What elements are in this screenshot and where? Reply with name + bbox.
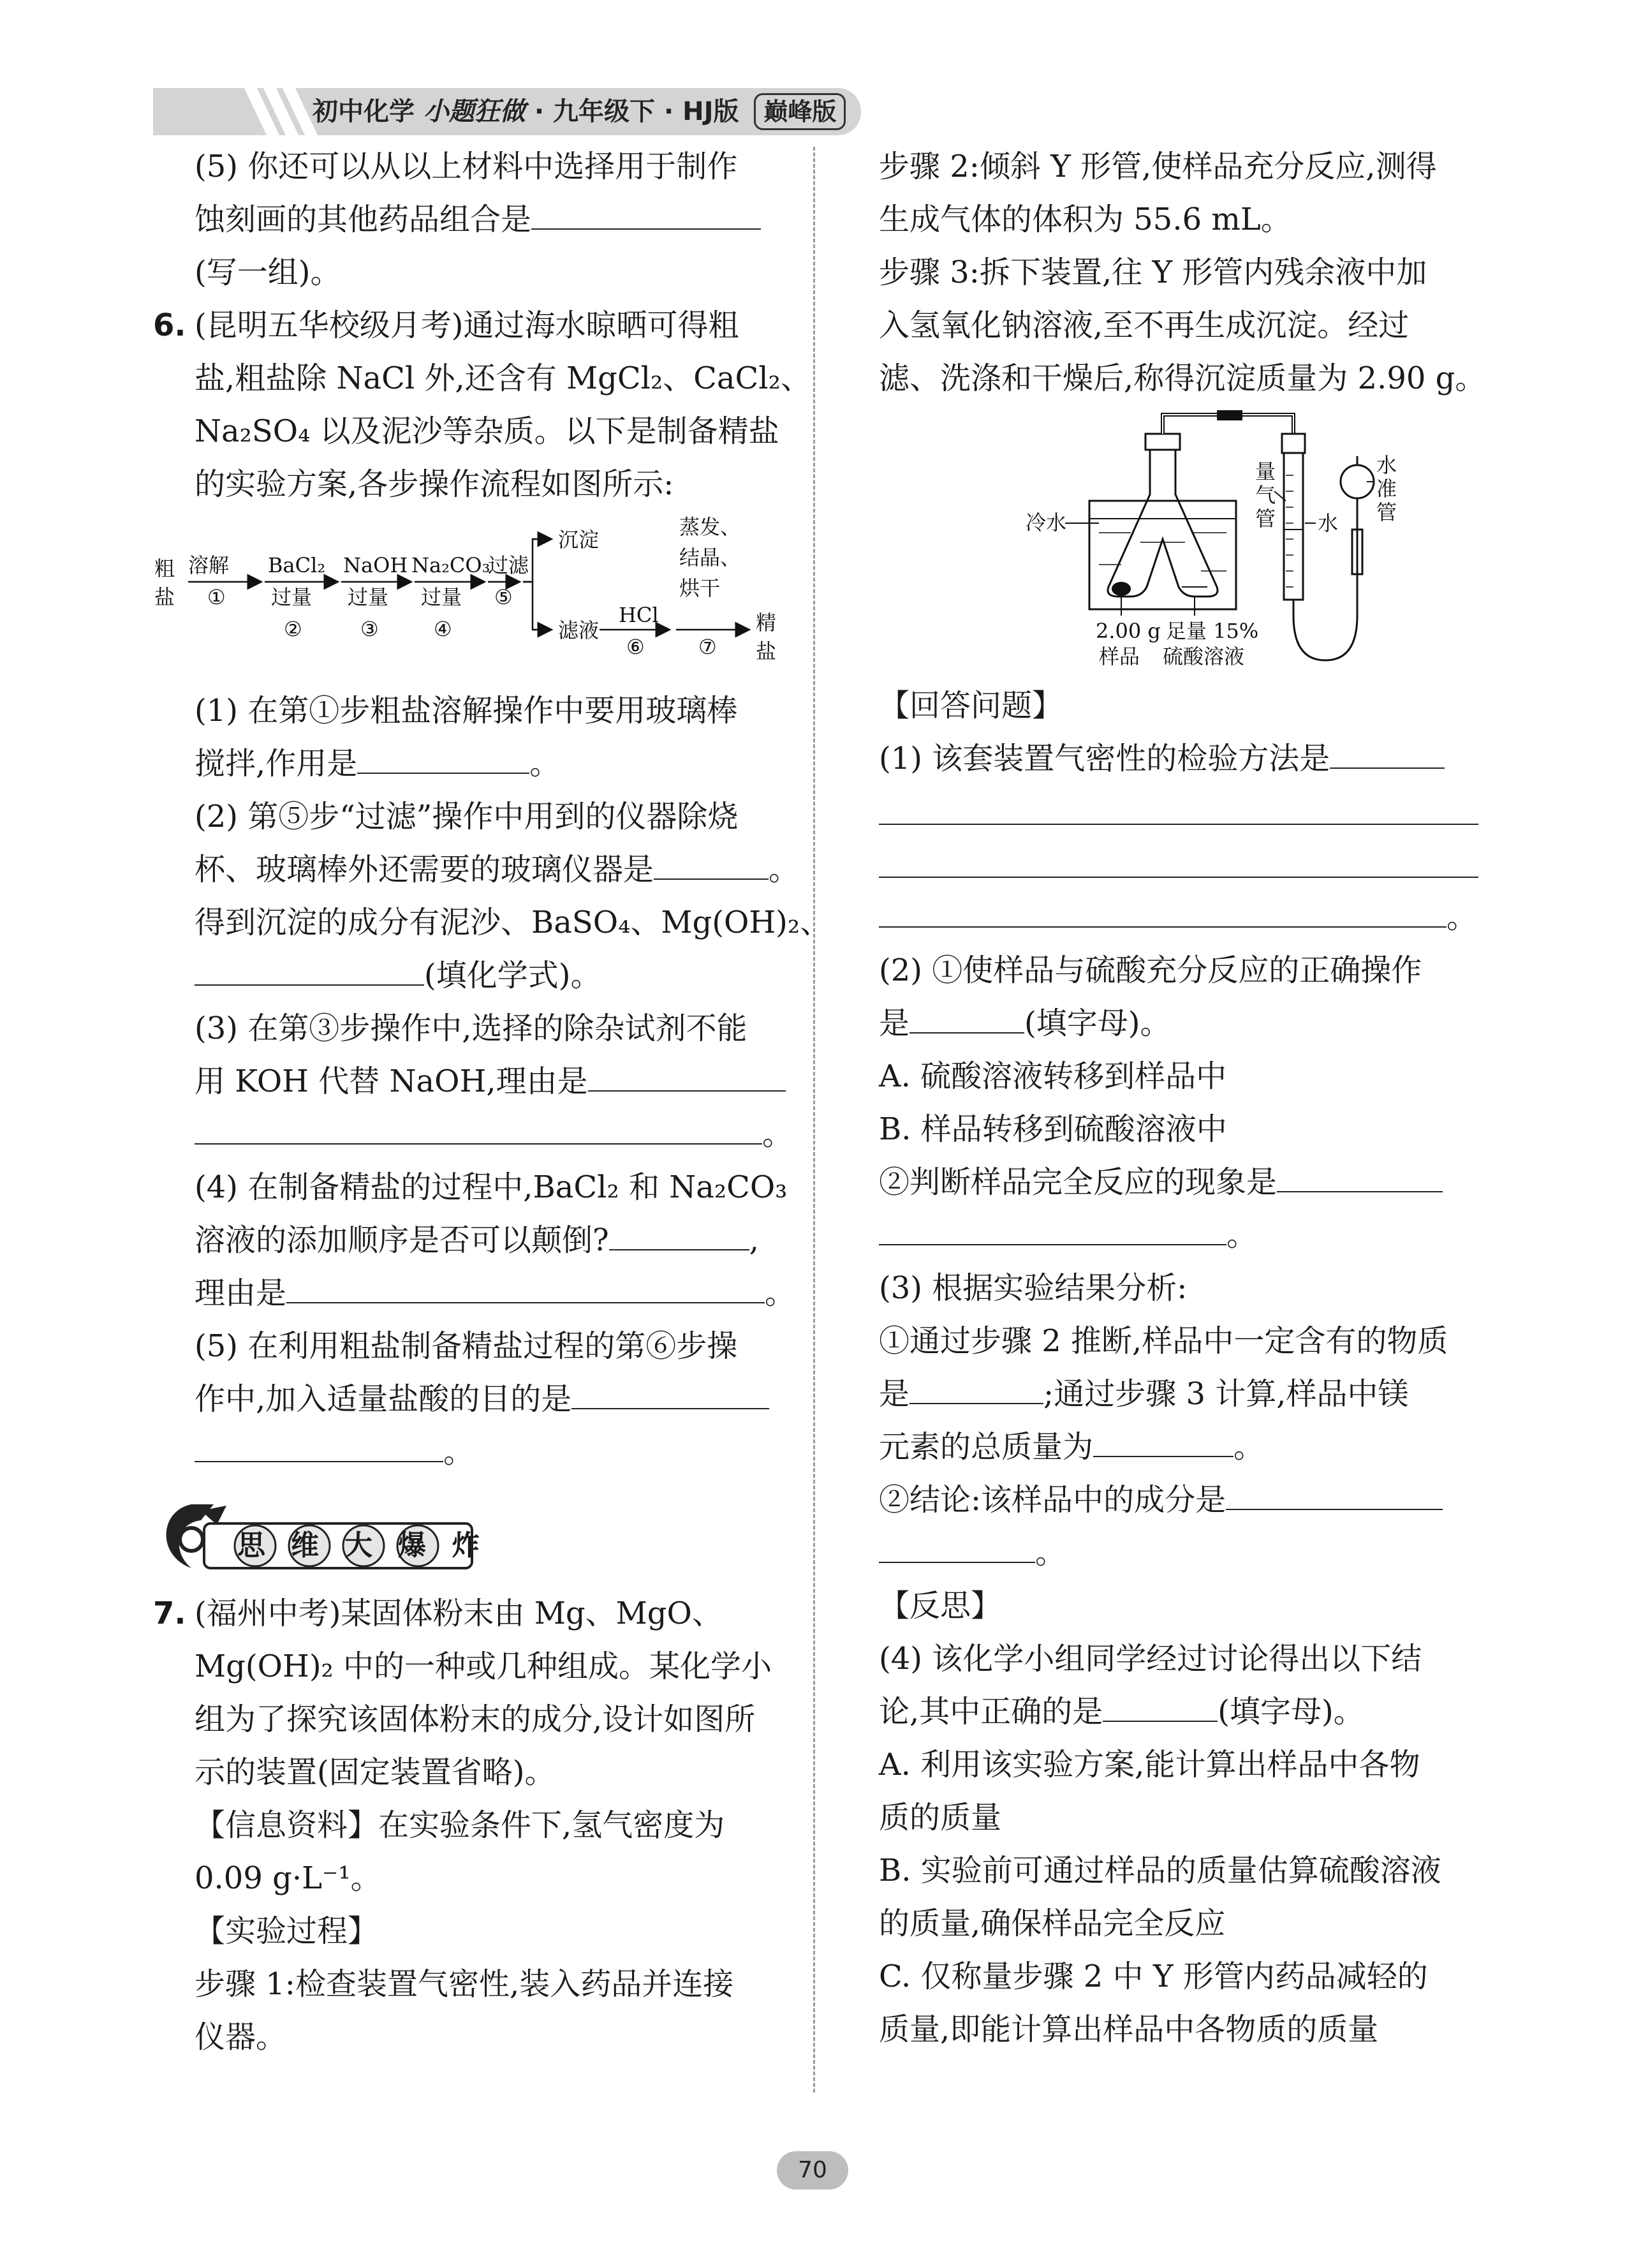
flow-s7-top1: 蒸发、	[679, 515, 741, 539]
flow-s3-bot: ③	[360, 617, 379, 641]
a1-blank-4[interactable]	[879, 894, 1447, 928]
flow-s7-top3: 烘干	[679, 576, 721, 600]
flow-s5-bot: ⑤	[494, 585, 513, 609]
a2-option-a: A. 硫酸溶液转移到样品中	[879, 1058, 1227, 1094]
flow-s2-top: BaCl₂	[268, 553, 326, 577]
a1-blank-1[interactable]	[1330, 736, 1445, 769]
q6-sub4-line-2: 溶液的添加顺序是否可以颠倒? ,	[153, 1214, 791, 1267]
a1-line-4: 。	[879, 891, 1478, 944]
q6-sub3-blank-2[interactable]	[195, 1111, 762, 1145]
flow-precipitate: 沉淀	[558, 528, 600, 552]
q5-line-3: (写一组)。	[195, 255, 341, 290]
q6-sub3-blank-1[interactable]	[588, 1058, 786, 1092]
section-banner	[153, 1479, 791, 1587]
q6-flowchart	[153, 515, 791, 681]
flow-s2-bot: ②	[284, 617, 302, 641]
flow-s3-top: NaOH	[343, 553, 408, 577]
flow-s6-bot: ⑥	[626, 635, 645, 659]
a2-line-5: ②判断样品完全反应的现象是	[879, 1156, 1478, 1209]
q6-number: 6.	[153, 308, 186, 343]
a3-line-3: 是 ;通过步骤 3 计算,样品中镁	[879, 1368, 1478, 1421]
q6-line-1: 6. (昆明五华校级月考)通过海水晾晒可得粗	[153, 299, 791, 352]
label-acid: 硫酸溶液	[1163, 644, 1245, 669]
flow-s1-bot: ①	[207, 585, 226, 609]
label-gas-tube-2: 气	[1255, 483, 1276, 507]
q7-line-3: 组为了探究该固体粉末的成分,设计如图所	[195, 1701, 756, 1737]
brand-logo: 小题狂做	[423, 97, 526, 126]
q6-sub1-line-2: 搅拌,作用是 。	[153, 737, 791, 790]
q6-sub4-line-3: 理由是 。	[153, 1267, 791, 1320]
a3-line-6: 。	[879, 1527, 1478, 1580]
grade: 九年级下	[553, 97, 656, 126]
q7-step1-line-1: 步骤 1:检查装置气密性,装入药品并连接	[195, 1966, 734, 2002]
a2-option-b: B. 样品转移到硫酸溶液中	[879, 1111, 1227, 1147]
q6-sub5-blank-2[interactable]	[195, 1429, 443, 1462]
q6-line-4: 的实验方案,各步操作流程如图所示:	[195, 466, 674, 502]
a4-line-2: 论,其中正确的是 (填字母)。	[879, 1686, 1478, 1738]
label-gas-tube-3: 管	[1255, 507, 1276, 531]
a3-blank-4[interactable]	[879, 1530, 1035, 1563]
q6-sub4-blank-1[interactable]	[609, 1217, 749, 1250]
q6-sub3-line-3: 。	[153, 1108, 791, 1161]
label-acid-amount: 足量 15%	[1166, 619, 1259, 643]
sample-solid	[1112, 582, 1131, 596]
q6-sub4-line-1: (4) 在制备精盐的过程中,BaCl₂ 和 Na₂CO₃	[195, 1169, 788, 1205]
a4-option-a-2: 质的质量	[879, 1800, 1002, 1835]
flow-end-2: 盐	[756, 639, 777, 663]
label-level-tube-2: 准	[1376, 477, 1397, 501]
flow-start-2: 盐	[154, 585, 175, 609]
flow-s2-mid: 过量	[271, 585, 313, 609]
flow-s4-top: Na₂CO₃	[411, 553, 490, 577]
q7-line-1: 7. (福州中考)某固体粉末由 Mg、MgO、	[153, 1587, 791, 1640]
label-level-tube-1: 水	[1376, 453, 1397, 477]
y-shaped-tube	[1108, 443, 1218, 597]
a3-blank-1[interactable]	[909, 1371, 1043, 1404]
q7-step1-line-2: 仪器。	[195, 2019, 287, 2055]
step2-line-2: 生成气体的体积为 55.6 mL。	[879, 202, 1292, 237]
a2-line-1: (2) ①使样品与硫酸充分反应的正确操作	[879, 952, 1422, 988]
a1-line-3	[879, 838, 1478, 891]
edition-badge: 巅峰版	[754, 93, 846, 130]
a1-blank-3[interactable]	[879, 838, 1478, 878]
page-number: 70	[777, 2151, 848, 2190]
label-gas-tube-1: 量	[1255, 459, 1276, 484]
flow-s4-mid: 过量	[421, 585, 462, 609]
q6-line-2: 盐,粗盐除 NaCl 外,还含有 MgCl₂、CaCl₂、	[195, 360, 811, 396]
a4-option-c-1: C. 仅称量步骤 2 中 Y 形管内药品减轻的	[879, 1959, 1428, 1994]
q7-line-4: 示的装置(固定装置省略)。	[195, 1754, 556, 1790]
q5-line-1: (5) 你还可以从以上材料中选择用于制作	[195, 149, 738, 184]
q6-sub5-line-3: 。	[153, 1426, 791, 1479]
q6-sub4-blank-2[interactable]	[286, 1270, 765, 1303]
step3-line-1: 步骤 3:拆下装置,往 Y 形管内残余液中加	[879, 255, 1427, 290]
flow-s5-top: 过滤	[488, 553, 529, 577]
q6-sub2-blank-1[interactable]	[654, 847, 769, 880]
a3-line-4: 元素的总质量为 。	[879, 1421, 1478, 1474]
label-sample: 样品	[1099, 644, 1140, 669]
a4-option-b-1: B. 实验前可通过样品的质量估算硫酸溶液	[879, 1853, 1441, 1888]
a3-line-2: ①通过步骤 2 推断,样品中一定含有的物质	[879, 1323, 1448, 1359]
q6-sub5-line-1: (5) 在利用粗盐制备精盐过程的第⑥步操	[195, 1328, 738, 1364]
apparatus-diagram	[879, 405, 1478, 679]
label-level-tube-3: 管	[1376, 500, 1397, 524]
a3-line-5: ②结论:该样品中的成分是	[879, 1474, 1478, 1527]
q6-sub2-line-4: (填化学式)。	[153, 949, 791, 1002]
flow-s1-top: 溶解	[188, 553, 230, 577]
q7-info-line-1: 【信息资料】在实验条件下,氢气密度为	[195, 1807, 725, 1843]
flow-start-1: 粗	[154, 556, 175, 581]
flow-s3-mid: 过量	[348, 585, 389, 609]
a2-blank-1[interactable]	[909, 1000, 1024, 1034]
q6-sub3-line-1: (3) 在第③步操作中,选择的除杂试剂不能	[195, 1011, 747, 1046]
a2-line-2: 是 (填字母)。	[879, 997, 1478, 1050]
a4-line-1: (4) 该化学小组同学经过讨论得出以下结	[879, 1641, 1422, 1677]
subject: 初中化学	[313, 97, 415, 126]
answer-title: 【回答问题】	[879, 688, 1063, 723]
flow-s7-top2: 结晶、	[679, 545, 741, 570]
q7-proc-title: 【实验过程】	[195, 1913, 379, 1949]
book-title: 初中化学 小题狂做 · 九年级下 · HJ版 巅峰版	[313, 89, 846, 134]
q6-line-3: Na₂SO₄ 以及泥沙等杂质。以下是制备精盐	[195, 413, 779, 449]
a4-blank[interactable]	[1103, 1689, 1218, 1722]
reflect-title: 【反思】	[879, 1588, 1002, 1624]
q7-info-line-2: 0.09 g·L⁻¹。	[195, 1860, 381, 1896]
q6-sub1-blank[interactable]	[357, 741, 529, 774]
step2-line-1: 步骤 2:倾斜 Y 形管,使样品充分反应,测得	[879, 149, 1437, 184]
a2-blank-2[interactable]	[1277, 1159, 1443, 1192]
label-sample-mass: 2.00 g	[1096, 619, 1161, 643]
q6-sub5-blank-1[interactable]	[571, 1376, 769, 1409]
column-divider	[813, 147, 815, 2093]
flow-s7-bot: ⑦	[698, 635, 717, 659]
flow-filtrate: 滤液	[558, 618, 600, 642]
a4-option-a-1: A. 利用该实验方案,能计算出样品中各物	[879, 1747, 1420, 1783]
left-column	[153, 140, 831, 2064]
q6-sub1-line-1: (1) 在第①步粗盐溶解操作中要用玻璃棒	[195, 693, 738, 729]
a2-blank-3[interactable]	[879, 1212, 1226, 1245]
step3-line-3: 滤、洗涤和干燥后,称得沉淀质量为 2.90 g。	[879, 360, 1486, 396]
a3-line-1: (3) 根据实验结果分析:	[879, 1270, 1188, 1306]
section-title: 思维大爆炸	[237, 1529, 505, 1562]
q6-sub2-line-2: 杯、玻璃棒外还需要的玻璃仪器是 。	[153, 843, 791, 896]
a4-option-c-2: 质量,即能计算出样品中各物质的质量	[879, 2012, 1379, 2047]
q6-sub2-blank-2[interactable]	[195, 952, 424, 986]
a2-line-6: 。	[879, 1209, 1478, 1262]
a1-blank-2[interactable]	[879, 785, 1478, 825]
right-column	[879, 140, 1486, 2056]
label-cold-water: 冷水	[1026, 510, 1067, 535]
a4-option-b-2: 的质量,确保样品完全反应	[879, 1906, 1226, 1941]
label-water: 水	[1318, 511, 1339, 535]
flow-s6-top: HCl	[619, 603, 659, 627]
a1-line-2	[879, 785, 1478, 838]
q6-sub2-line-3: 得到沉淀的成分有泥沙、BaSO₄、Mg(OH)₂、	[195, 905, 831, 940]
a1-line-1: (1) 该套装置气密性的检验方法是	[879, 732, 1478, 785]
q7-line-2: Mg(OH)₂ 中的一种或几种组成。某化学小	[195, 1649, 772, 1684]
q7-number: 7.	[153, 1596, 186, 1631]
edition: HJ版	[682, 97, 739, 126]
flow-end-1: 精	[756, 611, 777, 635]
q6-sub3-line-2: 用 KOH 代替 NaOH,理由是	[153, 1055, 791, 1108]
a3-blank-2[interactable]	[1093, 1424, 1233, 1457]
q6-sub5-line-2: 作中,加入适量盐酸的目的是	[153, 1373, 791, 1426]
flow-s4-bot: ④	[434, 617, 452, 641]
q5-answer-blank[interactable]	[531, 196, 761, 230]
q5-line-2: 蚀刻画的其他药品组合是	[153, 193, 791, 246]
q6-sub2-line-1: (2) 第⑤步“过滤”操作中用到的仪器除烧	[195, 799, 739, 834]
step3-line-2: 入氢氧化钠溶液,至不再生成沉淀。经过	[879, 308, 1410, 343]
beaker	[1089, 501, 1236, 609]
a3-blank-3[interactable]	[1226, 1477, 1443, 1510]
